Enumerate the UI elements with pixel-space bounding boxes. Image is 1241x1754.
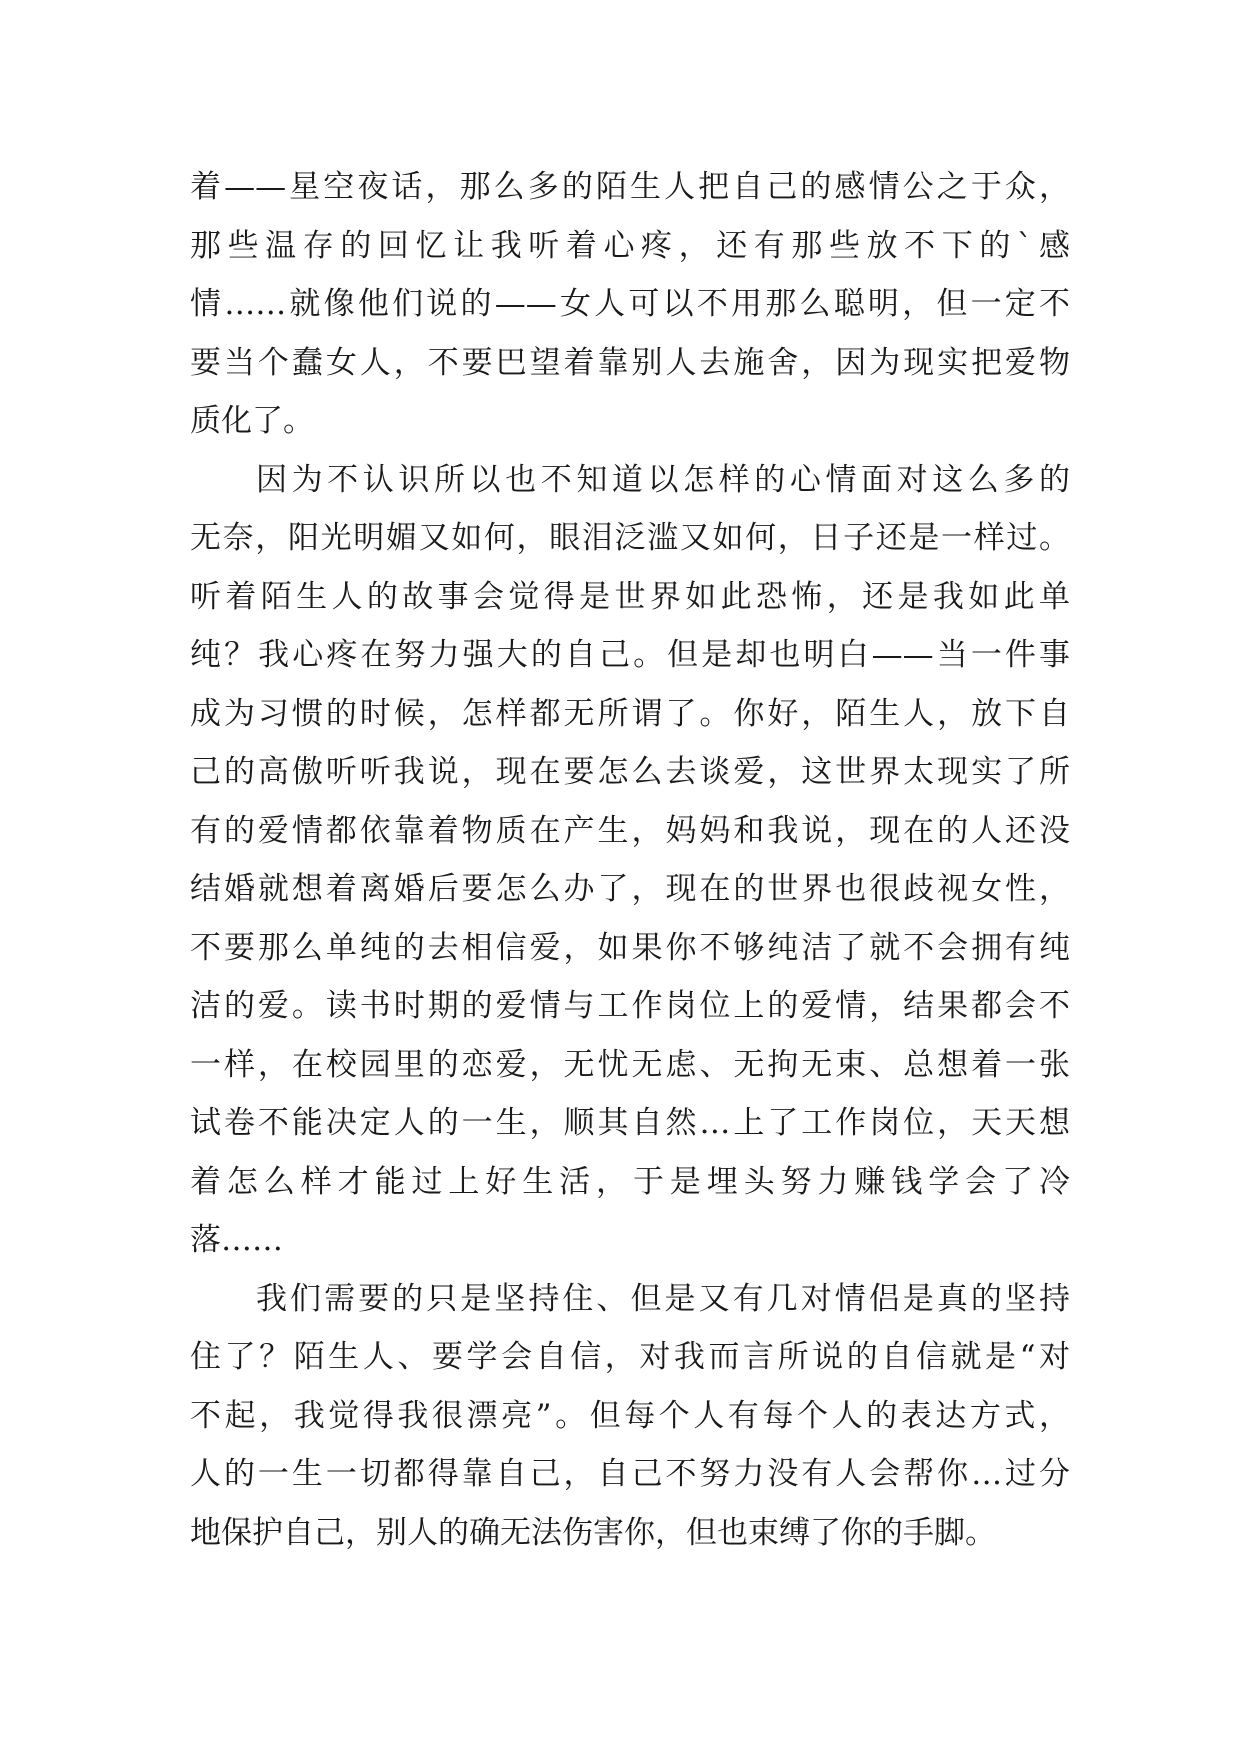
paragraph-start-line: 我们需要的只是坚持住、但是又有几对情侣是真的坚持 xyxy=(256,1280,1070,1317)
text-line: 成为习惯的时候，怎样都无所谓了。你好，陌生人，放下自 xyxy=(190,695,1070,732)
text-line: 落…… xyxy=(190,1222,283,1258)
text-line: 着——星空夜话，那么多的陌生人把自己的感情公之于众， xyxy=(190,169,1070,205)
text-line: 己的高傲听听我说，现在要怎么去谈爱，这世界太现实了所 xyxy=(190,754,1070,790)
paragraph-start-line: 因为不认识所以也不知道以怎样的心情面对这么多的 xyxy=(256,461,1070,498)
text-line: 不起，我觉得我很漂亮”。但每个人有每个人的表达方式， xyxy=(190,1397,1070,1434)
text-line: 着怎么样才能过上好生活，于是埋头努力赚钱学会了冷 xyxy=(190,1163,1070,1200)
text-line: 不要那么单纯的去相信爱，如果你不够纯洁了就不会拥有纯 xyxy=(190,929,1070,966)
text-line: 要当个蠢女人，不要巴望着靠别人去施舍，因为现实把爱物 xyxy=(190,344,1070,381)
text-line: 听着陌生人的故事会觉得是世界如此恐怖，还是我如此单 xyxy=(190,578,1070,615)
text-line: 那些温存的回忆让我听着心疼，还有那些放不下的`感 xyxy=(190,227,1070,264)
text-line: 地保护自己，别人的确无法伤害你，但也束缚了你的手脚。 xyxy=(190,1514,996,1551)
text-line: 一样，在校园里的恋爱，无忧无虑、无拘无束、总想着一张 xyxy=(190,1046,1070,1083)
text-line: 人的一生一切都得靠自己，自己不努力没有人会帮你…过分 xyxy=(190,1456,1070,1492)
text-line: 无奈，阳光明媚又如何，眼泪泛滥又如何，日子还是一样过。 xyxy=(190,520,1070,556)
text-line: 试卷不能决定人的一生，顺其自然…上了工作岗位，天天想 xyxy=(190,1105,1070,1141)
text-line: 纯？我心疼在努力强大的自己。但是却也明白——当一件事 xyxy=(190,637,1070,673)
text-line: 质化了。 xyxy=(190,403,314,439)
text-line: 结婚就想着离婚后要怎么办了，现在的世界也很歧视女性， xyxy=(190,871,1070,907)
text-line: 住了？陌生人、要学会自信，对我而言所说的自信就是“对 xyxy=(190,1339,1070,1375)
text-line: 洁的爱。读书时期的爱情与工作岗位上的爱情，结果都会不 xyxy=(190,988,1070,1024)
body-text xyxy=(190,158,1070,1562)
text-line: 有的爱情都依靠着物质在产生，妈妈和我说，现在的人还没 xyxy=(190,812,1070,849)
text-line: 情……就像他们说的——女人可以不用那么聪明，但一定不 xyxy=(190,286,1070,322)
